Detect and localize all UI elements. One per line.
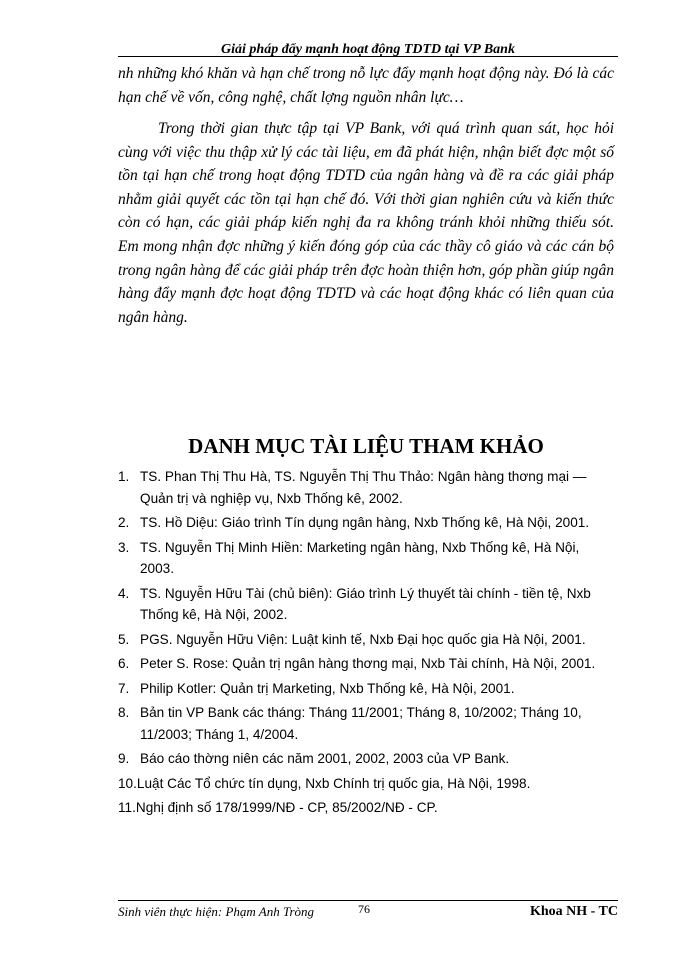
reference-text: TS. Nguyễn Thị Minh Hiền: Marketing ngân hàng, Nxb Thống kê, Hà Nội, 2003. xyxy=(140,539,580,576)
reference-number: 8. xyxy=(118,705,130,720)
reference-text: TS. Nguyễn Hữu Tài (chủ biên): Giáo trình Lý thuyết tài chính - tiền tệ, Nxb Thống kê, Hà Nội, 2002. xyxy=(140,585,591,622)
reference-item xyxy=(118,773,614,795)
reference-item xyxy=(118,653,614,675)
reference-text: TS. Hồ Diệu: Giáo trình Tín dụng ngân hàng, Nxb Thống kê, Hà Nội, 2001. xyxy=(140,515,590,530)
reference-item xyxy=(118,512,614,534)
reference-number: 7. xyxy=(118,680,130,696)
footer-student: Sinh viên thực hiện: Phạm Anh Tròng xyxy=(118,904,315,919)
body-paragraph-2: Trong thời gian thực tập tại VP Bank, với quá trình quan sát, học hỏi cùng với việc thu thập xử lý các tài liệu, em đã phát hiện, nhận biết đợc một số tồn tại hạn chế trong hoạt động TDTD của ngân hàng và đề ra các giải pháp nhằm giải quyết các tồn tại hạn chế đó. Với thời gian nghiên cứu và kiến thức còn có hạn, các giải pháp kiến nghị đa ra không tránh khỏi những thiếu sót. Em mong nhận đợc những ý kiến đóng góp của các thầy cô giáo và các cán bộ trong ngân hàng để các giải pháp trên đợc hoàn thiện hơn, góp phần giúp ngân hàng đẩy mạnh đợc hoạt động TDTD và các hoạt động khác có liên quan của ngân hàng. xyxy=(118,120,614,326)
reference-text: Philip Kotler: Quản trị Marketing, Nxb Thống kê, Hà Nội, 2001. xyxy=(140,680,515,696)
running-header-title: Giải pháp đẩy mạnh hoạt động TDTD tại VP Bank xyxy=(221,42,515,57)
reference-text: Peter S. Rose: Quản trị ngân hàng thơng mại, Nxb Tài chính, Hà Nội, 2001. xyxy=(140,656,596,671)
reference-item xyxy=(118,678,614,700)
reference-item xyxy=(118,702,614,745)
reference-number: 2. xyxy=(118,515,130,530)
header-divider xyxy=(118,56,618,57)
reference-number: 11. xyxy=(118,800,136,815)
reference-number: 6. xyxy=(118,656,130,671)
reference-number: 3. xyxy=(118,539,130,555)
page-number: 76 xyxy=(358,902,370,916)
reference-number: 5. xyxy=(118,631,130,647)
reference-item xyxy=(118,748,614,770)
reference-text: Luật Các Tổ chức tín dụng, Nxb Chính trị quốc gia, Hà Nội, 1998. xyxy=(136,775,531,791)
reference-item xyxy=(118,466,614,509)
reference-item xyxy=(118,583,614,626)
references-list xyxy=(118,466,614,822)
reference-number: 1. xyxy=(118,469,130,484)
reference-number: 9. xyxy=(118,751,130,766)
reference-text: Bản tin VP Bank các tháng: Tháng 11/2001; Tháng 8, 10/2002; Tháng 10, 11/2003; Tháng 1, 4/2004. xyxy=(140,705,582,742)
reference-item xyxy=(118,629,614,651)
reference-text: TS. Phan Thị Thu Hà, TS. Nguyễn Thị Thu Thảo: Ngân hàng thơng mại — Quản trị và nghiệp vụ, Nxb Thống kê, 2002. xyxy=(140,469,587,506)
reference-text: Nghị định số 178/1999/NĐ - CP, 85/2002/NĐ - CP. xyxy=(135,800,438,815)
footer-faculty: Khoa NH - TC xyxy=(529,904,618,919)
footer-divider xyxy=(118,900,618,901)
reference-text: Báo cáo thờng niên các năm 2001, 2002, 2003 của VP Bank. xyxy=(140,751,510,766)
reference-item xyxy=(118,537,614,580)
body-paragraph-1: nh những khó khăn và hạn chế trong nỗ lực đẩy mạnh hoạt động này. Đó là các hạn chế về vốn, công nghệ, chất lợng nguồn nhân lực… xyxy=(118,65,614,106)
reference-text: PGS. Nguyễn Hữu Viện: Luật kinh tế, Nxb Đại học quốc gia Hà Nội, 2001. xyxy=(140,631,586,647)
reference-number: 4. xyxy=(118,585,130,601)
reference-number: 10. xyxy=(118,775,137,791)
references-heading: DANH MỤC TÀI LIỆU THAM KHẢO xyxy=(188,434,544,458)
reference-item xyxy=(118,797,614,819)
